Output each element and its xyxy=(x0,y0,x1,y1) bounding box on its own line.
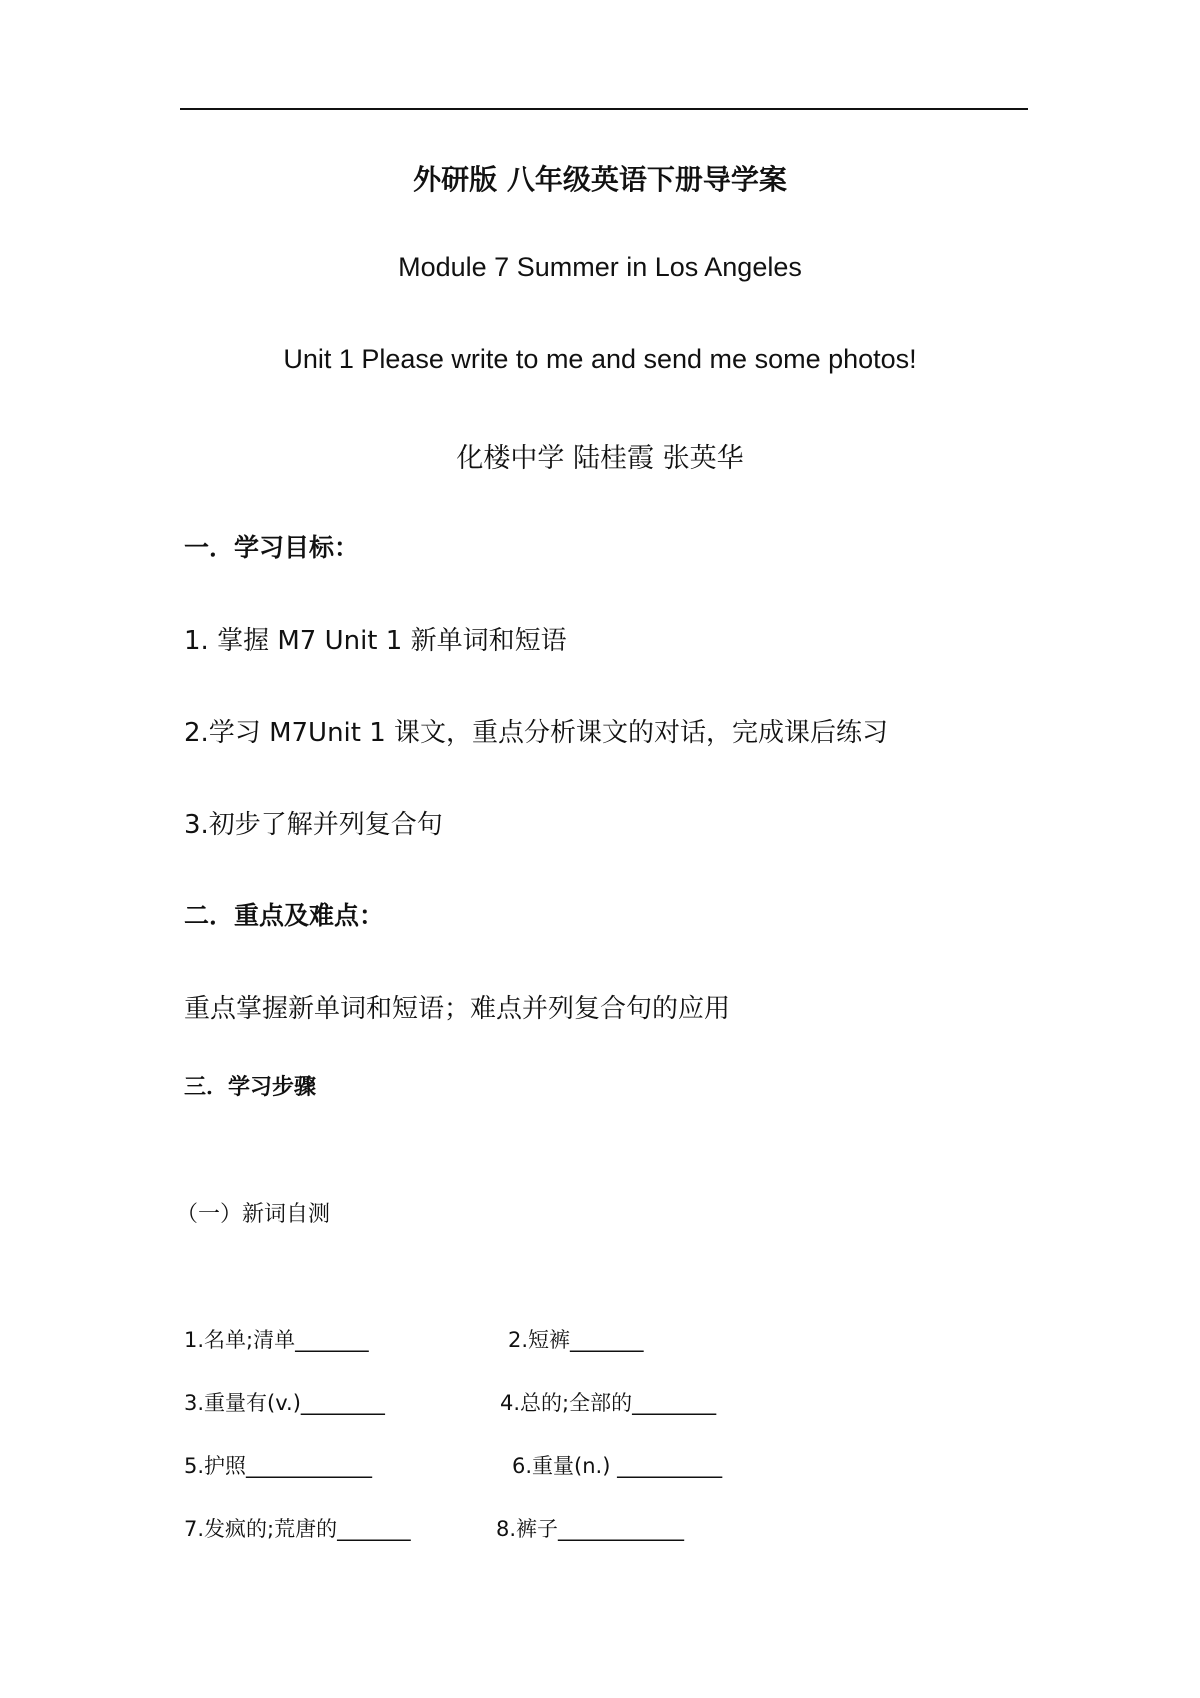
objective-item: 3.初步了解并列复合句 xyxy=(184,810,443,840)
objective-item: 1. 掌握 M7 Unit 1 新单词和短语 xyxy=(184,626,567,656)
vocab-exercise-item: 8.裤子____________ xyxy=(496,1517,685,1541)
section-heading-steps: 三．学习步骤 xyxy=(184,1075,317,1100)
author-line: 化楼中学 陆桂霞 张英华 xyxy=(456,443,744,474)
vocab-exercise-item: 1.名单;清单_______ xyxy=(184,1328,369,1352)
objective-item: 2.学习 M7Unit 1 课文，重点分析课文的对话，完成课后练习 xyxy=(184,718,889,748)
vocab-exercise-item: 7.发疯的;荒唐的_______ xyxy=(184,1517,411,1541)
subsection-heading-vocab-test: （一）新词自测 xyxy=(176,1202,331,1227)
key-points-text: 重点掌握新单词和短语；难点并列复合句的应用 xyxy=(184,994,731,1024)
vocab-exercise-item: 4.总的;全部的________ xyxy=(500,1391,717,1415)
module-title: Module 7 Summer in Los Angeles xyxy=(398,252,802,282)
document-title: 外研版 八年级英语下册导学案 xyxy=(413,163,787,196)
vocab-exercise-item: 3.重量有(v.)________ xyxy=(184,1391,385,1415)
header-rule xyxy=(180,108,1028,110)
vocab-exercise-item: 5.护照____________ xyxy=(184,1454,373,1478)
vocab-exercise-item: 2.短裤_______ xyxy=(508,1328,644,1352)
section-heading-key-points: 二．重点及难点： xyxy=(184,901,385,930)
section-heading-objectives: 一．学习目标： xyxy=(184,533,360,562)
unit-title: Unit 1 Please write to me and send me some photos! xyxy=(283,344,917,374)
vocab-exercise-item: 6.重量(n.) __________ xyxy=(512,1454,723,1478)
